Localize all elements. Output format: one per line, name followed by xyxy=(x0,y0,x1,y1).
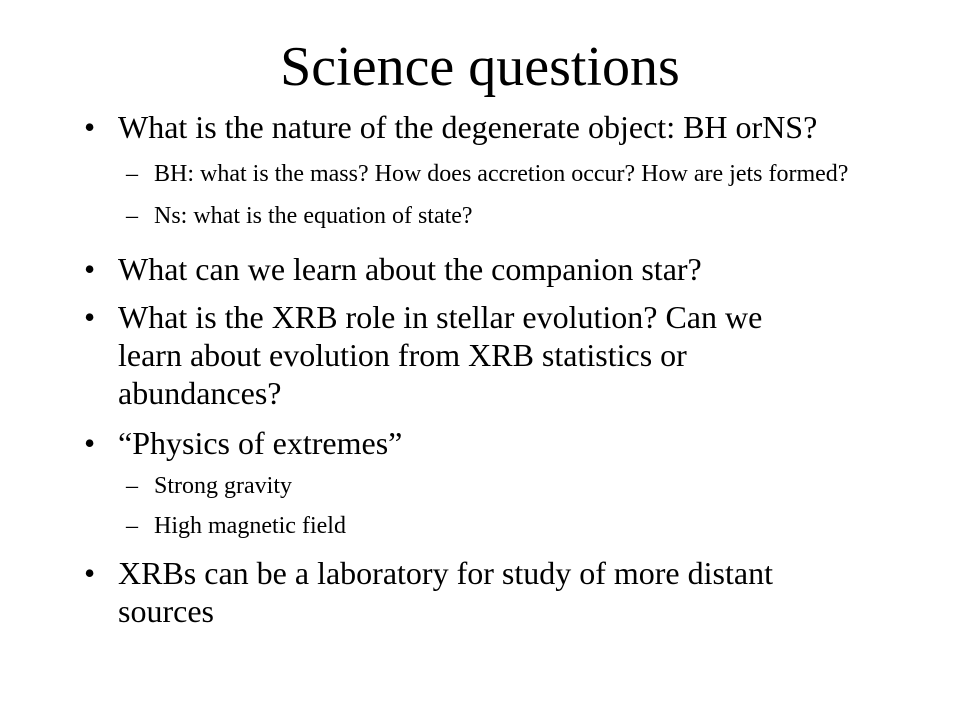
bullet-icon: • xyxy=(84,109,96,145)
dash-icon: – xyxy=(126,161,138,187)
sub-list-item xyxy=(0,472,960,500)
list-item xyxy=(0,108,960,146)
list-item xyxy=(0,424,960,462)
list-item xyxy=(0,250,960,288)
sub-list-item xyxy=(0,512,960,540)
bullet-list xyxy=(0,108,960,630)
dash-icon: – xyxy=(126,473,138,499)
sub-list-item xyxy=(0,160,960,188)
sub-list-item-text: BH: what is the mass? How does accretion occur? How are jets formed? xyxy=(154,161,849,187)
dash-icon: – xyxy=(126,203,138,229)
list-item-text: What is the nature of the degenerate object: BH orNS? xyxy=(118,109,818,145)
list-item xyxy=(0,298,960,412)
bullet-icon: • xyxy=(84,425,96,461)
sub-list-item-text: Ns: what is the equation of state? xyxy=(154,203,473,229)
list-item xyxy=(0,554,960,630)
list-item-text: What is the XRB role in stellar evolution? Can we learn about evolution from XRB statistics or abundances? xyxy=(118,299,763,411)
dash-icon: – xyxy=(126,513,138,539)
list-item-text: What can we learn about the companion star? xyxy=(118,251,702,287)
list-item-text: XRBs can be a laboratory for study of more distant sources xyxy=(118,555,773,629)
sub-list-item xyxy=(0,202,960,230)
slide-title: Science questions xyxy=(280,36,680,98)
sub-list-item-text: Strong gravity xyxy=(154,473,292,499)
sub-list-item-text: High magnetic field xyxy=(154,513,346,539)
bullet-icon: • xyxy=(84,555,96,591)
list-item-text: “Physics of extremes” xyxy=(118,425,403,461)
bullet-icon: • xyxy=(84,299,96,335)
bullet-icon: • xyxy=(84,251,96,287)
